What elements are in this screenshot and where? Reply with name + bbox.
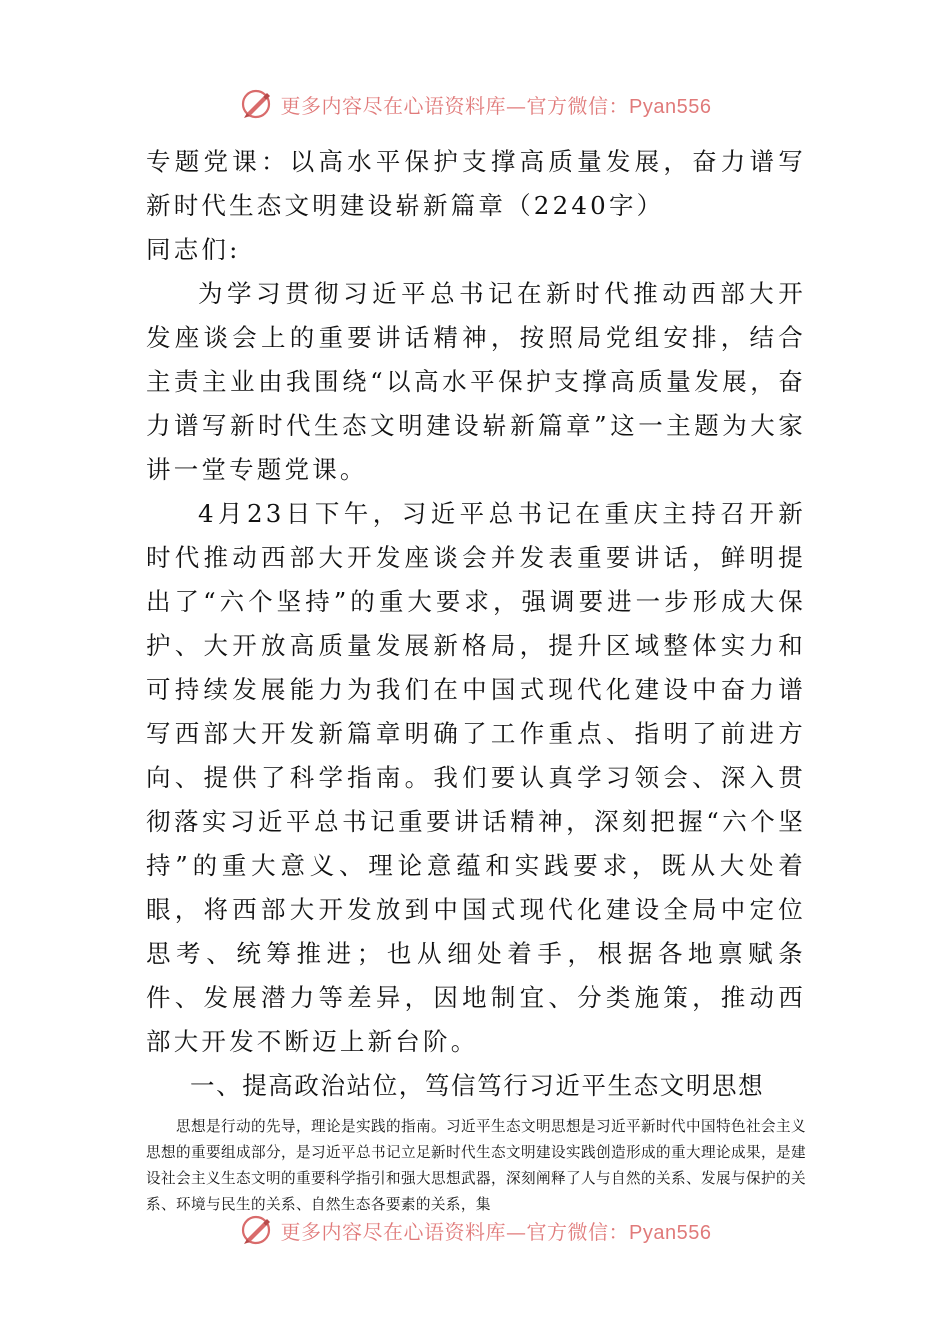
watermark-wechat-id: Pyan556 bbox=[629, 1221, 712, 1244]
header-watermark-banner bbox=[0, 84, 950, 124]
watermark-label: 官方微信： bbox=[526, 1219, 630, 1244]
section-heading-1: 一、提高政治站位，笃信笃行习近平生态文明思想 bbox=[190, 1071, 765, 1100]
document-title: 专题党课：以高水平保护支撑高质量发展，奋力谱写新时代生态文明建设崭新篇章（2240字） bbox=[146, 147, 806, 220]
watermark-separator: — bbox=[506, 93, 527, 118]
watermark-wechat-id: Pyan556 bbox=[629, 95, 712, 118]
document-body bbox=[146, 140, 806, 1218]
paragraph-background: 4月23日下午，习近平总书记在重庆主持召开新时代推动西部大开发座谈会并发表重要讲话，鲜明提出了“六个坚持”的重大要求，强调要进一步形成大保护、大开放高质量发展新格局，提升区域整体实力和可持续发展能力为我们在中国式现代化建设中奋力谱写西部大开发新篇章明确了工作重点、指明了前进方向、提供了科学指南。我们要认真学习领会、深入贯彻落实习近平总书记重要讲话精神，深刻把握“六个坚持”的重大意义、理论意蕴和实践要求，既从大处着眼，将西部大开发放到中国式现代化建设全局中定位思考、统筹推进；也从细处着手，根据各地禀赋条件、发展潜力等差异，因地制宜、分类施策，推动西部大开发不断迈上新台阶。 bbox=[146, 499, 806, 1056]
watermark-main: 更多内容尽在心语资料库 bbox=[280, 1219, 507, 1244]
watermark-label: 官方微信： bbox=[526, 93, 630, 118]
paragraph-intro: 为学习贯彻习近平总书记在新时代推动西部大开发座谈会上的重要讲话精神，按照局党组安排，结合主责主业由我围绕“以高水平保护支撑高质量发展，奋力谱写新时代生态文明建设崭新篇章”这一主题为大家讲一堂专题党课。 bbox=[146, 279, 806, 484]
paragraph-section-1: 思想是行动的先导，理论是实践的指南。习近平生态文明思想是习近平新时代中国特色社会主义思想的重要组成部分，是习近平总书记立足新时代生态文明建设实践创造形成的重大理论成果，是建设社会主义生态文明的重要科学指引和强大思想武器，深刻阐释了人与自然的关系、发展与保护的关系、环境与民生的关系、自然生态各要素的关系，集 bbox=[146, 1118, 806, 1213]
watermark-main: 更多内容尽在心语资料库 bbox=[280, 93, 507, 118]
salutation: 同志们: bbox=[146, 235, 241, 264]
watermark-text bbox=[281, 1216, 712, 1245]
watermark-text bbox=[281, 90, 712, 119]
watermark-separator: — bbox=[506, 1219, 527, 1244]
pen-logo-icon bbox=[239, 87, 273, 121]
footer-watermark-banner bbox=[0, 1210, 950, 1250]
pen-logo-icon bbox=[239, 1213, 273, 1247]
